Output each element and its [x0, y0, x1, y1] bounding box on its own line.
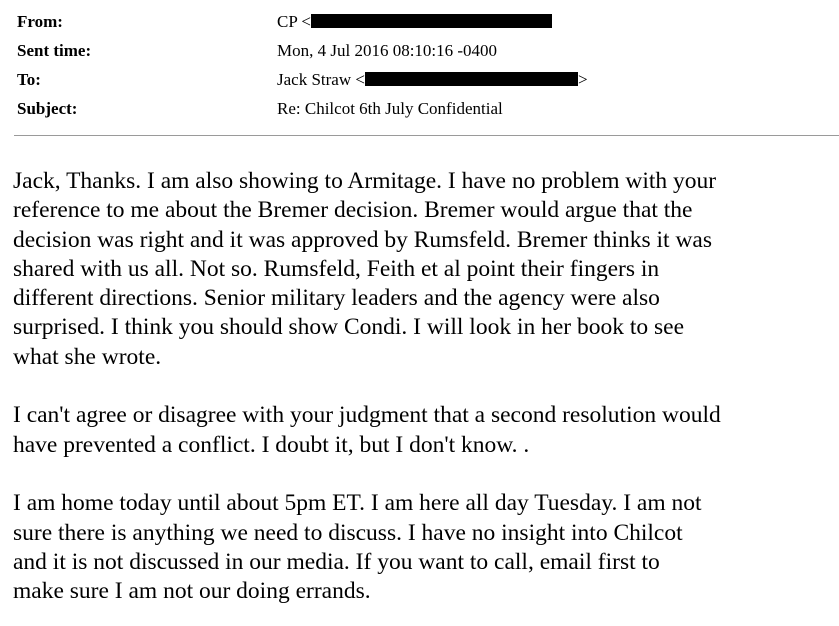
to-value [277, 68, 588, 92]
paragraph-gap [13, 372, 835, 401]
body-paragraph-3 [13, 489, 835, 606]
body-line: Jack, Thanks. I am also showing to Armitage. I have no problem with your [13, 168, 717, 194]
header-divider [14, 135, 839, 136]
email-body [13, 167, 835, 606]
subject-label: Subject: [17, 99, 78, 118]
body-line: and it is not discussed in our media. If you want to call, email first to [13, 548, 660, 575]
header-to-row [0, 68, 839, 92]
sent-label: Sent time: [17, 41, 92, 60]
subject-value: Re: Chilcot 6th July Confidential [277, 99, 503, 118]
body-line: I can't agree or disagree with your judgment that a second resolution would [13, 402, 721, 429]
sent-value: Mon, 4 Jul 2016 08:10:16 -0400 [277, 41, 498, 60]
from-value [277, 10, 552, 34]
paragraph-gap [13, 460, 835, 489]
to-label: To: [17, 70, 41, 89]
to-email-redaction [365, 72, 578, 86]
body-line: shared with us all. Not so. Rumsfeld, Feith et al point their fingers in [13, 255, 660, 282]
body-line: surprised. I think you should show Condi. I will look in her book to see [13, 314, 685, 341]
header-from-row [0, 10, 839, 34]
body-line: different directions. Senior military leaders and the agency were also [13, 285, 660, 312]
from-name: CP < [277, 12, 311, 31]
body-line: decision was right and it was approved by Rumsfeld. Bremer thinks it was [13, 226, 712, 253]
to-name: Jack Straw < [277, 70, 365, 89]
from-label: From: [17, 12, 63, 31]
header-sent-row [0, 39, 839, 63]
body-line: I am home today until about 5pm ET. I am here all day Tuesday. I am not [13, 490, 702, 517]
body-line: have prevented a conflict. I doubt it, but I don't know. . [13, 431, 530, 458]
body-line: reference to me about the Bremer decision. Bremer would argue that the [13, 197, 693, 224]
header-subject-row [0, 97, 839, 121]
to-email-close: > [577, 70, 588, 89]
body-line: what she wrote. [13, 343, 162, 370]
body-line: sure there is anything we need to discuss. I have no insight into Chilcot [13, 519, 683, 546]
from-email-redaction [311, 14, 552, 28]
body-paragraph-1 [13, 167, 835, 372]
body-paragraph-2 [13, 401, 835, 460]
body-line: make sure I am not our doing errands. [13, 578, 371, 605]
